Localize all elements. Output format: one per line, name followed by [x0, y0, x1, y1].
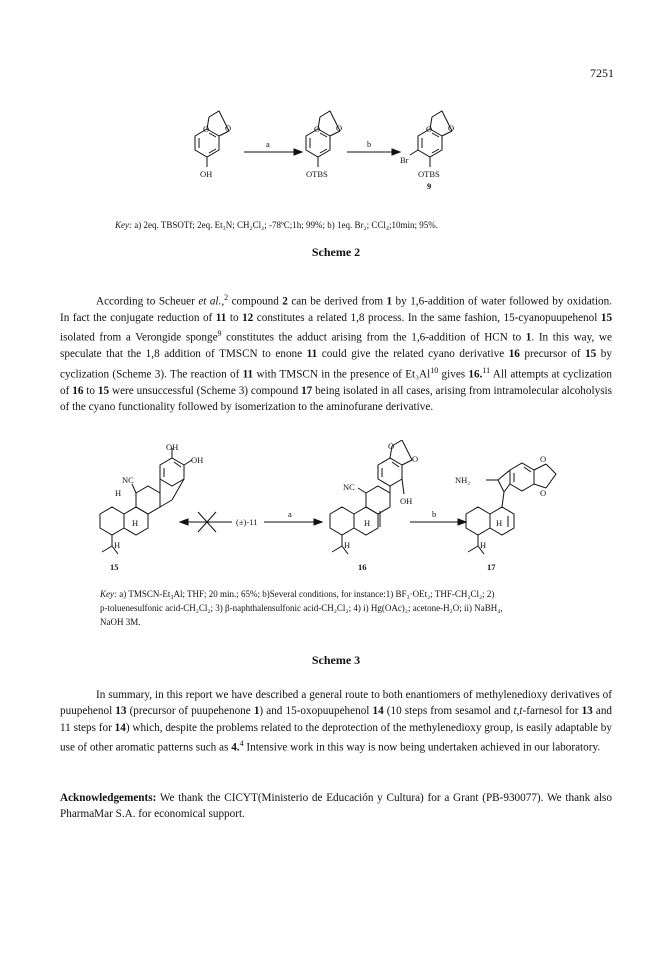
scheme-3-key-line: NaOH 3M. [100, 617, 141, 627]
scheme-3-caption: Scheme 3 [311, 653, 361, 667]
arrow-a-label: a [266, 139, 270, 149]
ring-oxygen-label: O [540, 488, 547, 498]
compound-16-number: 16 [358, 562, 367, 572]
scheme-2-key-text: a) 2eq. TBSOTf; 2eq. Et₃N; CH₂Cl₂; -78ºC;1h; 99%; b) 1eq. Br₂; CCl₄;10min; 95%. [132, 220, 439, 230]
scheme-2-caption: Scheme 2 [311, 245, 361, 259]
oh-label: OH [400, 496, 413, 506]
oh-label: OH [166, 442, 179, 452]
key-label: Key: [115, 220, 132, 230]
scheme-3-structures [0, 440, 672, 580]
ring-oxygen-label: O [412, 454, 419, 464]
compound-tbs-ether [306, 111, 343, 167]
key-label: Key: [100, 589, 117, 599]
compound-1-oh: OH [200, 169, 213, 179]
h-label: H [364, 518, 371, 528]
scheme-3-key-line: p-toluenesulfonic acid-CH₂Cl₂; 3) β-naphthalensulfonic acid-CH₂Cl₂; 4) i) Hg(OAc)₂; acetone-H₂O; ii) NaBH₄, [100, 603, 503, 613]
ring-oxygen-label: O [426, 124, 433, 134]
body-paragraph-2: In summary, in this report we have described a general route to both enantiomers of methylenedioxy derivatives of puupehenol 13 (precursor of puupehenone 1) and 15-oxopuupehenol 14 (10 steps from sesamol and t,t-farnesol for 13 and 11 steps for 14) which, despite the problems related to the deprotection of the methylenedioxy group, is easily adaptable by use of other aromatic patterns such as 4.$^4$ Intensive work in this way is now being undertaken achieved in our laboratory. [60, 689, 613, 754]
compound-9-br: Br [400, 155, 409, 165]
h-label: H [496, 518, 503, 528]
ring-oxygen-label: O [448, 123, 455, 133]
acknowledgements [60, 790, 612, 823]
compound-17-number: 17 [487, 562, 496, 572]
body-paragraph-1: According to Scheuer et al.,$^2$ compound 2 can be derived from 1 by 1,6-addition of water followed by oxidation. In fact the conjugate reduction of 11 to 12 constitutes a related 1,8 process. In the same fashion, 15-cyanopuupehenol 15 isolated from a Verongide sponge$^9$ constitutes the adduct arising from the 1,6-addition of HCN to 1. In this way, we speculate that the 1,8 addition of TMSCN to enone 11 could give the related cyano derivative 16 precursor of 15 by cyclization (Scheme 3). The reaction of 11 with TMSCN in the presence of Et₃Al$^{10}$ gives 16.11 All attempts at cyclization of 16 to 15 were unsuccessful (Scheme 3) compound 17 being isolated in all cases, arising from intramolecular alcoholysis of the cyano functionality followed by isomerization to the aminofurane derivative. [60, 293, 613, 413]
ring-oxygen-label: O [540, 454, 547, 464]
nc-label: NC [343, 482, 355, 492]
ring-oxygen-label: O [314, 124, 321, 134]
acknowledgements-label: Acknowledgements: [60, 792, 157, 804]
compound-2-otbs: OTBS [306, 169, 328, 179]
nh2-label: NH₂ [455, 475, 471, 485]
oh-label: OH [191, 455, 204, 465]
ring-oxygen-label: O [203, 124, 210, 134]
h-label: H [480, 540, 487, 550]
compound-9-bromide [410, 111, 455, 167]
h-label: H [115, 488, 122, 498]
ring-oxygen-label: O [336, 123, 343, 133]
reagent-label: (±)-11 [236, 517, 258, 527]
h-label: H [114, 540, 121, 550]
compound-9-number: 9 [427, 181, 432, 191]
ring-oxygen-label: O [225, 123, 232, 133]
scheme-3-key-line: a) TMSCN-Et₃Al; THF; 20 min.; 65%; b)Several conditions, for instance:1) BF₃·OEt₂; THF-CH₂Cl₂; 2) [117, 589, 495, 599]
compound-9-otbs: OTBS [418, 169, 440, 179]
scheme-2-structures [0, 95, 672, 205]
compound-sesamol [195, 111, 232, 167]
arrow-a-label: a [288, 509, 292, 519]
h-label: H [132, 518, 139, 528]
arrow-b-label: b [432, 509, 437, 519]
page-number: 7251 [590, 66, 614, 80]
scheme-2-key [115, 218, 438, 232]
scheme-3-key [100, 587, 580, 629]
h-label: H [344, 540, 351, 550]
nc-label: NC [122, 475, 134, 485]
ring-oxygen-label: O [388, 441, 395, 451]
compound-15 [100, 448, 192, 554]
compound-15-number: 15 [110, 562, 119, 572]
arrow-b-label: b [367, 139, 372, 149]
acknowledgements-text: We thank the CICYT(Ministerio de Educación y Cultura) for a Grant (PB-930077). We thank also PharmaMar S.A. for economical support. [60, 792, 612, 821]
